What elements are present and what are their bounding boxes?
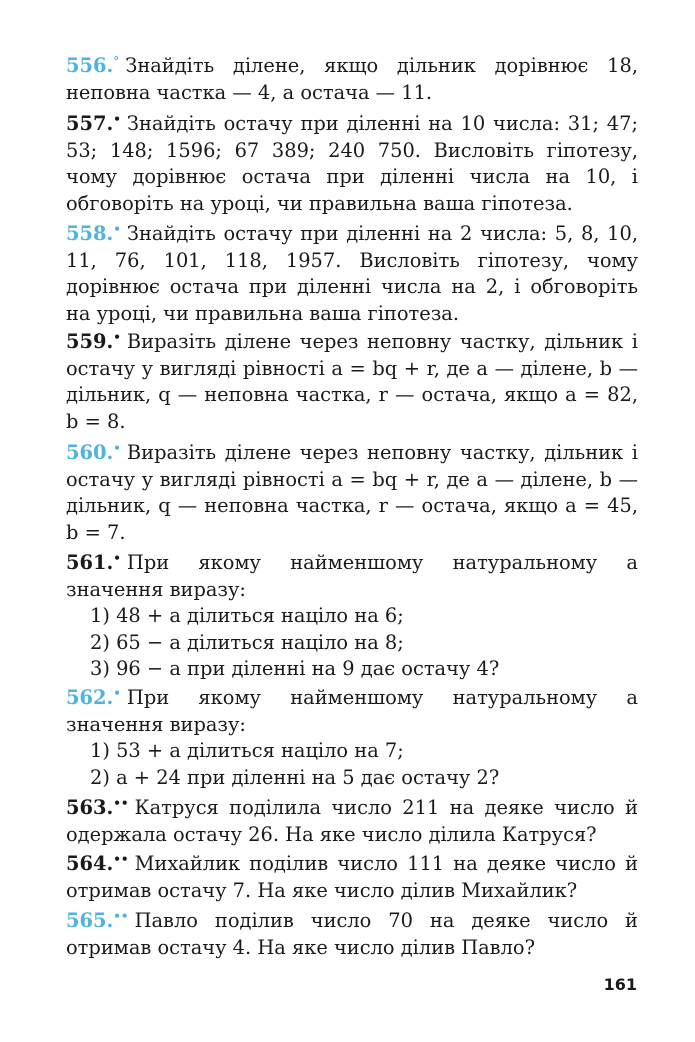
- problem-text: Знайдіть ділене, якщо дільник дорівнює 18, неповна частка — 4, а остача — 11.: [66, 54, 638, 104]
- problem-text: Виразіть ділене через неповну частку, дільник і остачу у вигляді рівності a = bq + r, де a — ділене, b — дільник, q — неповна частка, r — остача, якщо a = 45, b = 7.: [66, 441, 638, 544]
- problem-number: 562.: [66, 686, 114, 709]
- sub-item: 3) 96 − a при діленні на 9 дає остачу 4?: [90, 657, 500, 681]
- problem-564: [66, 846, 638, 904]
- problem-number: 565.: [66, 909, 114, 932]
- problem-556: [66, 48, 638, 106]
- sub-item: 2) a + 24 при діленні на 5 дає остачу 2?: [90, 765, 500, 789]
- problem-number: 563.: [66, 796, 114, 819]
- difficulty-mark: •: [113, 330, 121, 344]
- problem-558: [66, 216, 638, 327]
- difficulty-mark: •: [113, 686, 121, 700]
- problem-number: 558.: [66, 222, 114, 245]
- difficulty-mark: •: [113, 112, 121, 126]
- problem-557: [66, 106, 638, 217]
- problem-number: 560.: [66, 441, 114, 464]
- problem-text: Знайдіть остачу при діленні на 10 числа: 31; 47; 53; 148; 1596; 67 389; 240 750. Висловіть гіпотезу, чому дорівнює остача при діленні числа на 10, і обговоріть на уроці, чи правильна ваша гіпотеза.: [66, 112, 638, 215]
- problem-text: При якому найменшому натуральному a значення виразу:: [66, 551, 638, 601]
- sub-item: 1) 48 + a ділиться націло на 6;: [90, 604, 404, 628]
- problem-number: 559.: [66, 330, 114, 353]
- sub-item: 2) 65 − a ділиться націло на 8;: [90, 630, 404, 654]
- difficulty-mark: •: [113, 551, 121, 565]
- problem-number: 556.: [66, 54, 114, 77]
- problem-text: Знайдіть остачу при діленні на 2 числа: 5, 8, 10, 11, 76, 101, 118, 1957. Висловіть гіпотезу, чому дорівнює остача при діленні числа на 2, і обговоріть на уроці, чи правильна ваша гіпотеза.: [66, 222, 638, 325]
- page-number: 161: [603, 975, 637, 994]
- problem-number: 557.: [66, 112, 114, 135]
- difficulty-mark: °: [113, 54, 120, 68]
- problem-text: Михайлик поділив число 111 на деяке число й отримав остачу 7. На яке число ділив Михайлик?: [66, 852, 638, 902]
- problem-563: [66, 790, 638, 848]
- problem-562: [66, 680, 638, 791]
- problem-text: Виразіть ділене через неповну частку, дільник і остачу у вигляді рівності a = bq + r, де a — ділене, b — дільник, q — неповна частка, r — остача, якщо a = 82, b = 8.: [66, 330, 638, 433]
- problem-number: 561.: [66, 551, 114, 574]
- difficulty-mark: ••: [113, 796, 129, 810]
- problem-559: [66, 324, 638, 435]
- difficulty-mark: ••: [113, 852, 129, 866]
- difficulty-mark: •: [113, 222, 121, 236]
- problem-text: Павло поділив число 70 на деяке число й отримав остачу 4. На яке число ділив Павло?: [66, 909, 638, 959]
- problem-text: Катруся поділила число 211 на деяке число й одержала остачу 26. На яке число ділила Катруся?: [66, 796, 638, 846]
- difficulty-mark: •: [113, 441, 121, 455]
- problem-number: 564.: [66, 852, 114, 875]
- problem-560: [66, 435, 638, 546]
- difficulty-mark: ••: [113, 909, 129, 923]
- problem-text: При якому найменшому натуральному a значення виразу:: [66, 686, 638, 736]
- problem-561: [66, 545, 638, 683]
- sub-item: 1) 53 + a ділиться націло на 7;: [90, 739, 404, 763]
- problem-565: [66, 903, 638, 961]
